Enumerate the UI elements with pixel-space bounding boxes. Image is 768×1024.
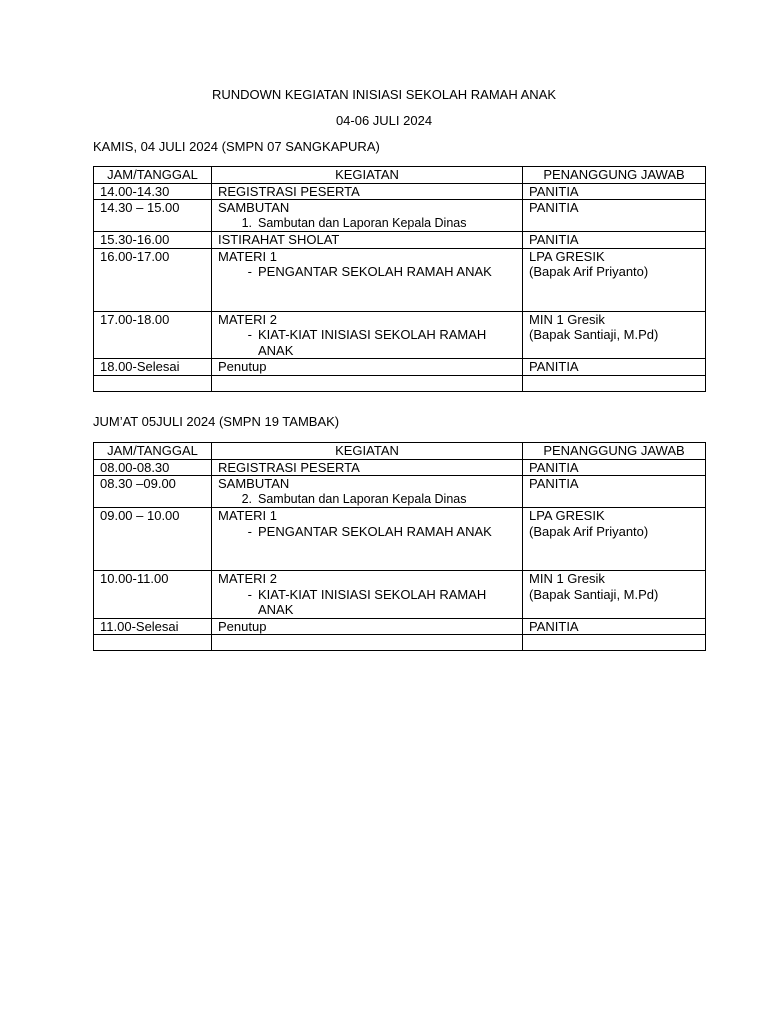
list-marker: 2. [241, 491, 252, 506]
day1-schedule-table [93, 166, 706, 392]
activity-cell: REGISTRASI PESERTA [212, 459, 523, 476]
activity-cell [212, 476, 523, 508]
time-cell: 15.30-16.00 [94, 232, 212, 249]
time-cell: 17.00-18.00 [94, 311, 212, 359]
day2-heading: JUM’AT 05JULI 2024 (SMPN 19 TAMBAK) [93, 414, 340, 429]
pic-cell [523, 311, 706, 359]
pic-cell: PANITIA [523, 618, 706, 635]
subitem-text: Sambutan dan Laporan Kepala Dinas [258, 215, 467, 230]
time-cell: 14.00-14.30 [94, 183, 212, 200]
pic-cell: PANITIA [523, 232, 706, 249]
activity-cell [212, 311, 523, 359]
document-title: RUNDOWN KEGIATAN INISIASI SEKOLAH RAMAH ANAK [211, 87, 557, 102]
subitem-text: PENGANTAR SEKOLAH RAMAH ANAK [258, 264, 492, 279]
list-marker: - [247, 523, 252, 539]
day2-schedule-table [93, 442, 706, 651]
header-time: JAM/TANGGAL [94, 443, 212, 460]
empty-row [94, 375, 706, 391]
activity-title: MATERI 1 [218, 508, 277, 523]
activity-title: SAMBUTAN [218, 476, 290, 491]
activity-subitem [218, 587, 516, 618]
activity-subitem [218, 264, 516, 280]
empty-cell [94, 375, 212, 391]
activity-cell: ISTIRAHAT SHOLAT [212, 232, 523, 249]
table-header-row [94, 167, 706, 184]
pic-cell [523, 508, 706, 571]
subitem-text: PENGANTAR SEKOLAH RAMAH ANAK [258, 523, 492, 539]
subitem-text: Sambutan dan Laporan Kepala Dinas [258, 491, 467, 506]
activity-title: MATERI 2 [218, 311, 277, 327]
table-header-row [94, 443, 706, 460]
header-activity: KEGIATAN [212, 167, 523, 184]
pic-cell: PANITIA [523, 200, 706, 232]
activity-title: MATERI 1 [218, 248, 277, 264]
document-dates: 04-06 JULI 2024 [335, 113, 433, 128]
header-pic: PENANGGUNG JAWAB [523, 443, 706, 460]
time-cell: 14.30 – 15.00 [94, 200, 212, 232]
list-marker: - [247, 586, 252, 602]
pic-cell: PANITIA [523, 359, 706, 376]
table-row [94, 508, 706, 571]
table-row [94, 459, 706, 476]
empty-row [94, 635, 706, 651]
table-row [94, 232, 706, 249]
header-time: JAM/TANGGAL [94, 167, 212, 184]
pic-person: (Bapak Arif Priyanto) [529, 523, 649, 539]
table-row [94, 571, 706, 619]
table-row [94, 359, 706, 376]
time-cell: 11.00-Selesai [94, 618, 212, 635]
day1-heading: KAMIS, 04 JULI 2024 (SMPN 07 SANGKAPURA) [93, 139, 380, 154]
pic-person: (Bapak Santiaji, M.Pd) [529, 327, 659, 342]
pic-cell: PANITIA [523, 476, 706, 508]
time-cell: 18.00-Selesai [94, 359, 212, 376]
activity-subitem [218, 216, 516, 232]
activity-cell: Penutup [212, 618, 523, 635]
empty-cell [94, 635, 212, 651]
activity-subitem [218, 327, 516, 358]
activity-cell [212, 248, 523, 311]
pic-name: LPA GRESIK [529, 508, 605, 523]
activity-title: MATERI 2 [218, 571, 277, 586]
activity-cell [212, 508, 523, 571]
empty-cell [523, 635, 706, 651]
table-row [94, 618, 706, 635]
pic-cell [523, 248, 706, 311]
list-marker: - [247, 264, 252, 279]
activity-cell: REGISTRASI PESERTA [212, 183, 523, 200]
empty-cell [212, 635, 523, 651]
pic-person: (Bapak Arif Priyanto) [529, 264, 649, 279]
activity-cell [212, 200, 523, 232]
activity-subitem [218, 524, 516, 540]
table-row [94, 476, 706, 508]
pic-cell: PANITIA [523, 459, 706, 476]
table-row [94, 200, 706, 232]
time-cell: 09.00 – 10.00 [94, 508, 212, 571]
subitem-text: KIAT-KIAT INISIASI SEKOLAH RAMAH ANAK [258, 327, 487, 358]
subitem-text: KIAT-KIAT INISIASI SEKOLAH RAMAH ANAK [258, 586, 487, 617]
activity-title: SAMBUTAN [218, 200, 290, 215]
header-pic: PENANGGUNG JAWAB [523, 167, 706, 184]
time-cell: 10.00-11.00 [94, 571, 212, 619]
activity-cell [212, 571, 523, 619]
pic-name: MIN 1 Gresik [529, 571, 605, 586]
pic-cell [523, 571, 706, 619]
pic-cell: PANITIA [523, 183, 706, 200]
list-marker: - [247, 327, 252, 342]
table-row [94, 248, 706, 311]
pic-name: MIN 1 Gresik [529, 311, 605, 327]
header-activity: KEGIATAN [212, 443, 523, 460]
time-cell: 16.00-17.00 [94, 248, 212, 311]
activity-subitem [218, 492, 516, 508]
table-row [94, 311, 706, 359]
empty-cell [523, 375, 706, 391]
table-row [94, 183, 706, 200]
pic-name: LPA GRESIK [529, 248, 605, 264]
empty-cell [212, 375, 523, 391]
time-cell: 08.00-08.30 [94, 459, 212, 476]
list-marker: 1. [241, 215, 252, 230]
pic-person: (Bapak Santiaji, M.Pd) [529, 586, 659, 602]
activity-cell: Penutup [212, 359, 523, 376]
time-cell: 08.30 –09.00 [94, 476, 212, 508]
